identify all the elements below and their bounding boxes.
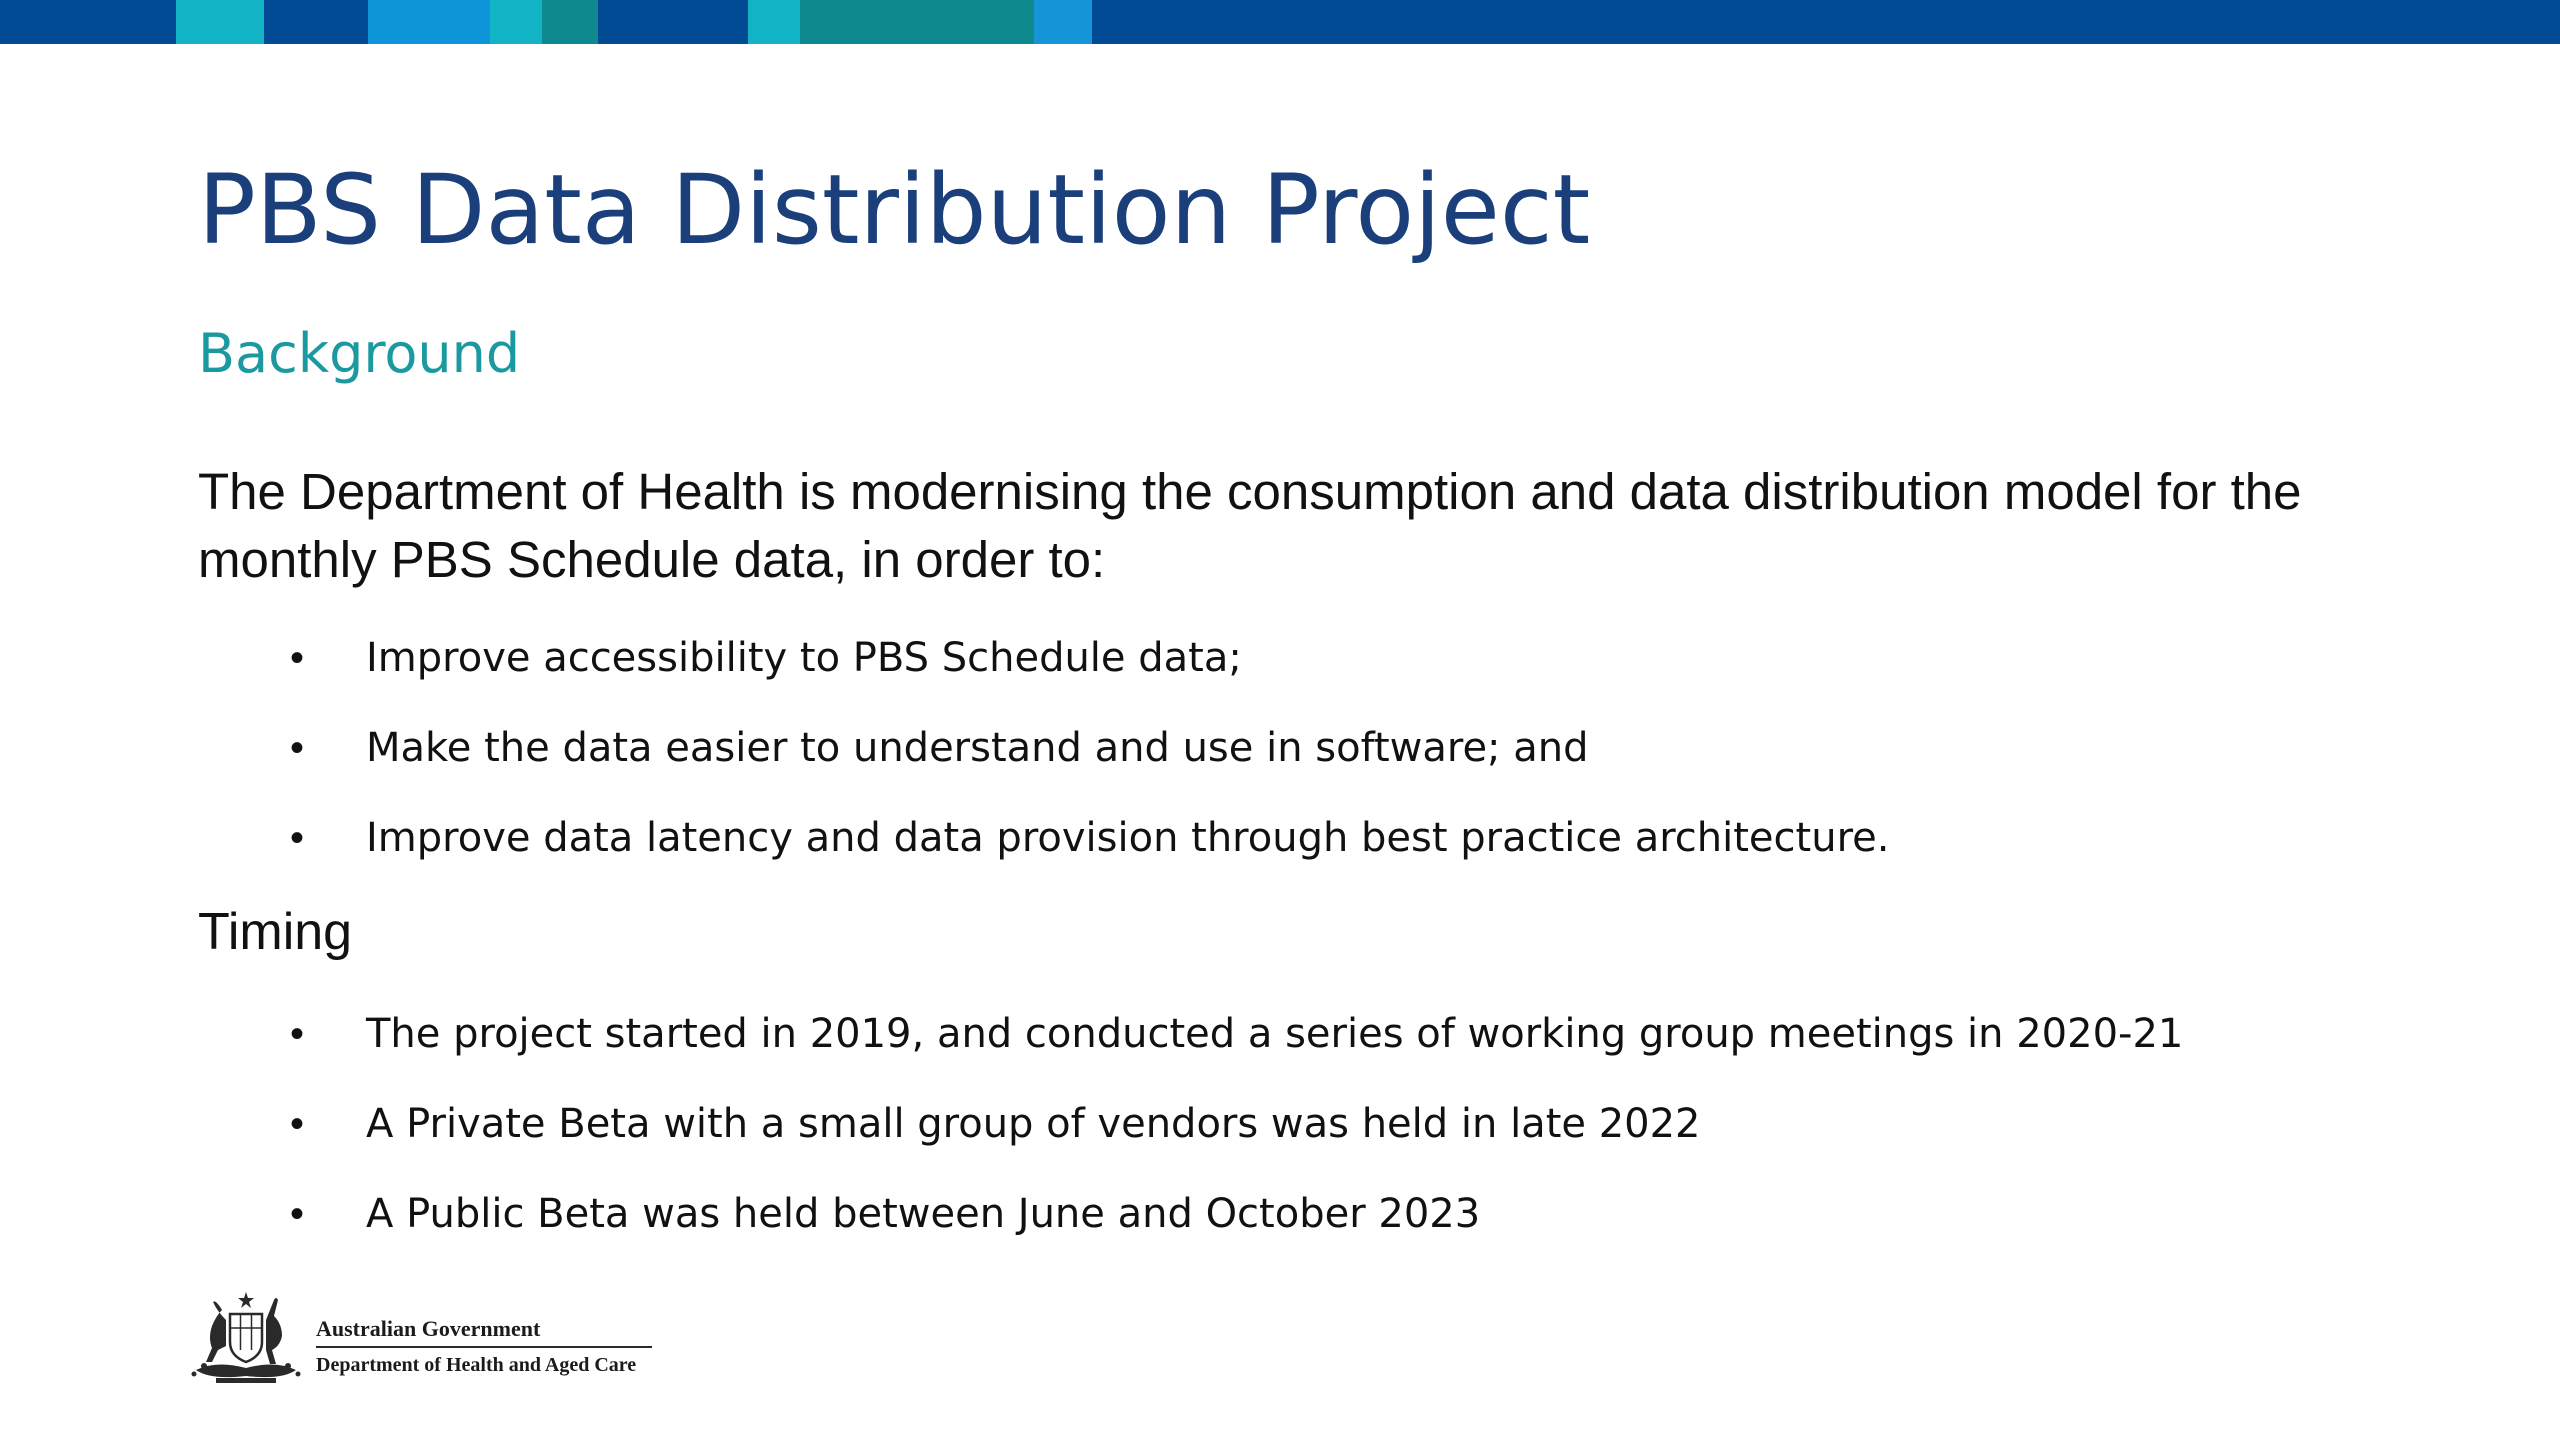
bullet-glyph: • <box>290 726 305 770</box>
bar-segment <box>542 0 598 44</box>
top-decorative-bar <box>0 0 2560 44</box>
bullet-glyph: • <box>290 1192 305 1236</box>
bullet-text: Improve data latency and data provision through best practice architecture. <box>366 815 1890 861</box>
slide-title: PBS Data Distribution Project <box>198 154 1591 266</box>
bullet-text: A Public Beta was held between June and October 2023 <box>366 1191 1481 1237</box>
government-logo <box>186 1290 666 1390</box>
intro-paragraph: The Department of Health is modernising the consumption and data distribution model for the monthly PBS Schedule data, in order to: <box>198 463 2302 588</box>
bar-segment <box>368 0 490 44</box>
bullet-text: Make the data easier to understand and use in software; and <box>366 725 1589 771</box>
bar-segment <box>748 0 800 44</box>
bar-segment <box>490 0 542 44</box>
logo-line-department: Department of Health and Aged Care <box>316 1354 637 1376</box>
bar-segment <box>176 0 264 44</box>
bullet-text: A Private Beta with a small group of vendors was held in late 2022 <box>366 1101 1701 1147</box>
bullet-glyph: • <box>290 1102 305 1146</box>
bullet-glyph: • <box>290 1012 305 1056</box>
bullet-text: Improve accessibility to PBS Schedule data; <box>366 635 1242 681</box>
bullet-glyph: • <box>290 636 305 680</box>
coat-of-arms-icon <box>186 1290 306 1386</box>
bullet-text: The project started in 2019, and conducted a series of working group meetings in 2020-21 <box>366 1011 2184 1057</box>
logo-divider <box>316 1346 652 1348</box>
bar-segment <box>800 0 1034 44</box>
bar-segment <box>1034 0 1092 44</box>
timing-heading: Timing <box>198 903 353 961</box>
section-subtitle-background: Background <box>198 322 521 385</box>
bullet-glyph: • <box>290 816 305 860</box>
logo-line-australian-government: Australian Government <box>316 1316 541 1341</box>
